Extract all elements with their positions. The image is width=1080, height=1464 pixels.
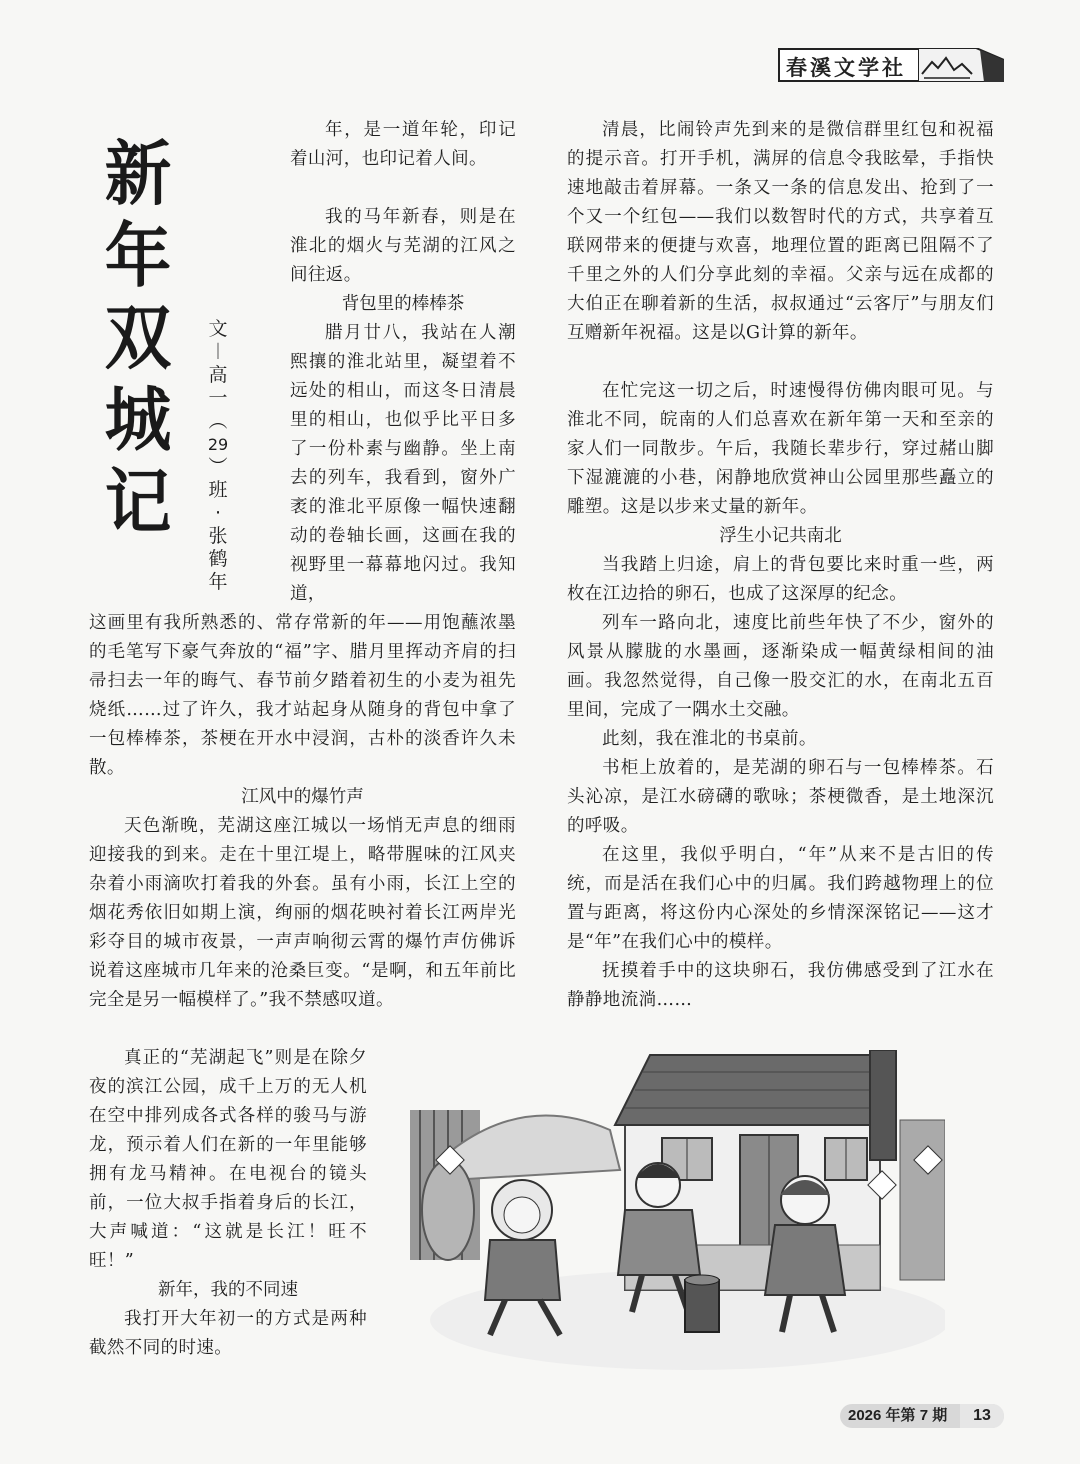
author-char: 一 [208, 387, 228, 409]
article-title [98, 133, 178, 550]
title-char: 城 [104, 379, 172, 461]
author-char: 张 [208, 525, 228, 547]
author-char: 班 [208, 479, 228, 501]
author-char: ︵ [208, 410, 228, 432]
section-title: 新年，我的不同速 [158, 1280, 298, 1300]
fence-right [900, 1120, 945, 1280]
right-paragraph-8: 抚摸着手中的这块卵石，我仿佛感受到了江水在静静地流淌…… [567, 961, 994, 1010]
title-char: 年 [104, 215, 172, 297]
author-char: ︶ [208, 456, 228, 478]
magazine-logo [778, 48, 1004, 82]
author-char: 鹤 [208, 548, 228, 570]
logo-text: 春溪文学社 [786, 55, 906, 80]
title-char: 新 [104, 133, 172, 215]
intro-paragraph-2: 我的马年新春，则是在淮北的烟火与芜湖的江风之间往返。 [290, 207, 516, 285]
author-char: 高 [208, 364, 228, 386]
author-char: · [214, 502, 222, 524]
section1-paragraph-cont: 这画里有我所熟悉的、常存常新的年——用饱蘸浓墨的毛笔写下豪气奔放的“福”字、腊月里挥动齐肩的扫帚扫去一年的晦气、春节前夕踏着初生的小麦为祖先烧纸……过了许久，我才站起身从随身的背包中拿了一包棒棒茶，茶梗在开水中浸润，古朴的淡香许久未散。 [89, 613, 516, 778]
author-char: 年 [208, 571, 228, 593]
author-char: ︱ [208, 341, 228, 363]
section2-paragraph-2: 真正的“芜湖起飞”则是在除夕夜的滨江公园，成千上万的无人机在空中排列成各式各样的骏马与游龙，预示着人们在新的一年里能够拥有龙马精神。在电视台的镜头前，一位大叔手指着身后的长江，大声喊道：“这就是长江！旺不旺！” [89, 1048, 367, 1271]
section1-paragraph-top: 腊月廿八，我站在人潮熙攘的淮北站里，凝望着不远处的相山，而这冬日清晨里的相山，也似乎比平日多了一份朴素与幽静。坐上南去的列车，我看到，窗外广袤的淮北平原像一幅快速翻动的卷轴长画，这画在我的视野里一幕幕地闪过。我知道， [290, 323, 516, 604]
author-char: 29 [207, 435, 229, 454]
right-paragraph-6: 书柜上放着的，是芜湖的卵石与一包棒棒茶。石头沁凉，是江水磅礴的歌咏；茶梗微香，是土地深沉的呼吸。 [567, 758, 994, 836]
intro-paragraph-1: 年，是一道年轮，印记着山河，也印记着人间。 [290, 120, 516, 169]
firecracker [685, 1280, 719, 1332]
title-char: 双 [104, 297, 172, 379]
section-title: 背包里的棒棒茶 [341, 294, 465, 314]
right-paragraph-5: 此刻，我在淮北的书桌前。 [602, 729, 817, 749]
section-title: 江风中的爆竹声 [241, 787, 364, 807]
corn-bundle [422, 1160, 474, 1260]
right-paragraph-3: 当我踏上归途，肩上的背包要比来时重一些，两枚在江边拾的卵石，也成了这深厚的纪念。 [567, 555, 994, 604]
right-paragraph-4: 列车一路向北，速度比前些年快了不少，窗外的风景从朦胧的水墨画，逐渐染成一幅黄绿相间的油画。我忽然觉得，自己像一股交汇的水，在南北五百里间，完成了一隅水土交融。 [567, 613, 994, 720]
section-title: 浮生小记共南北 [719, 526, 842, 546]
logo-box [778, 48, 920, 82]
chimney [870, 1050, 896, 1160]
right-paragraph-1: 清晨，比闹铃声先到来的是微信群里红包和祝福的提示音。打开手机，满屏的信息令我眩晕，手指快速地敲击着屏幕。一条又一条的信息发出、抢到了一个又一个红包——我们以数智时代的方式，共享着互联网带来的便捷与欢喜，地理位置的距离已阻隔不了千里之外的人们分享此刻的幸福。父亲与远在成都的大伯正在聊着新的生活，叔叔通过“云客厅”与朋友们互赠新年祝福。这是以G计算的新年。 [567, 120, 994, 343]
section2-paragraph-1: 天色渐晚，芜湖这座江城以一场悄无声息的细雨迎接我的到来。走在十里江堤上，略带腥味的江风夹杂着小雨滴吹打着我的外套。虽有小雨，长江上空的烟花秀依旧如期上演，绚丽的烟花映衬着长江两岸光彩夺目的城市夜景，一声声响彻云霄的爆竹声仿佛诉说着这座城市几年来的沧桑巨变。“是啊，和五年前比完全是另一幅模样了。”我不禁感叹道。 [89, 816, 516, 1010]
page-number: 13 [960, 1404, 1004, 1428]
page-footer [840, 1404, 1004, 1428]
right-paragraph-2: 在忙完这一切之后，时速慢得仿佛肉眼可见。与淮北不同，皖南的人们总喜欢在新年第一天和至亲的家人们一同散步。午后，我随长辈步行，穿过赭山脚下湿漉漉的小巷，闲静地欣赏神山公园里那些矗立的雕塑。这是以步来丈量的新年。 [567, 381, 994, 517]
illustration [410, 1050, 945, 1370]
issue-number: 2026 年第 7 期 [848, 1407, 948, 1424]
title-char: 记 [104, 461, 172, 543]
mountain-icon [918, 48, 1004, 82]
right-paragraph-7: 在这里，我似乎明白，“年”从来不是古旧的传统，而是活在我们心中的归属。我们跨越物理上的位置与距离，将这份内心深处的乡情深深铭记——这才是“年”在我们心中的模样。 [567, 845, 994, 952]
author-char: 文 [208, 318, 228, 340]
author-byline [205, 318, 231, 594]
section3-paragraph-1: 我打开大年初一的方式是两种截然不同的时速。 [89, 1309, 367, 1358]
